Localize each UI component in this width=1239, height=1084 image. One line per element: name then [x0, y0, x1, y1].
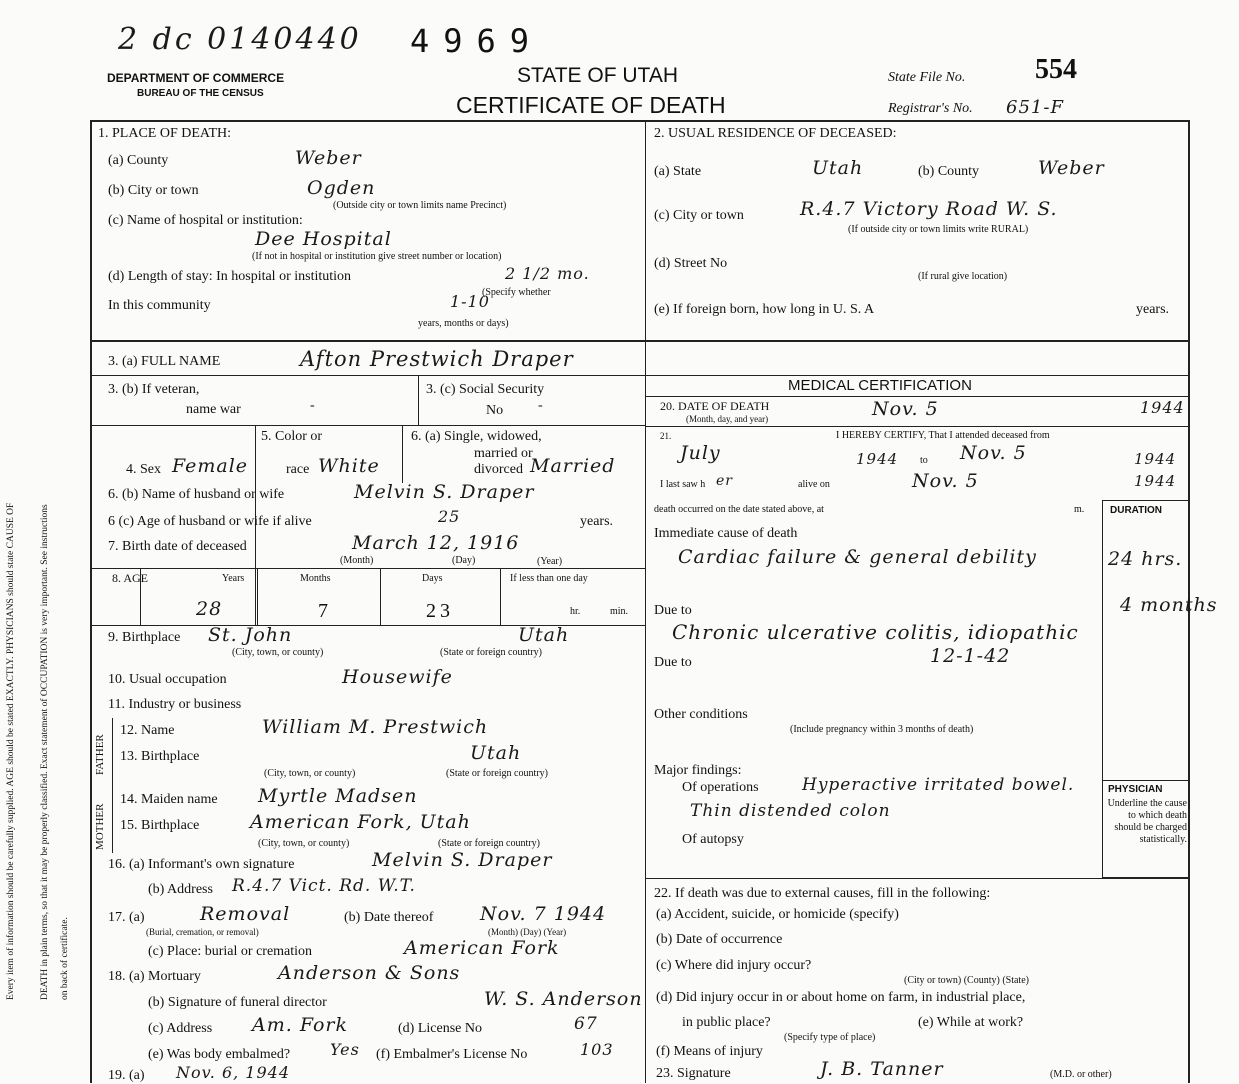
- s2-foreign-label: (e) If foreign born, how long in U. S. A: [654, 302, 875, 317]
- place-value: American Fork: [404, 937, 560, 959]
- mother-birth: American Fork, Utah: [250, 811, 471, 833]
- veteran-divider: [418, 375, 419, 425]
- registrar-label: Registrar's No.: [888, 101, 973, 116]
- spouse-label: 6. (b) Name of husband or wife: [108, 487, 285, 502]
- death-date-line: [645, 426, 1190, 427]
- address-value: R.4.7 Vict. Rd. W.T.: [232, 876, 416, 896]
- immediate-label: Immediate cause of death: [654, 526, 798, 541]
- s1-county: Weber: [295, 147, 362, 169]
- s1-city-label: (b) City or town: [108, 183, 199, 198]
- s23-signature-label: 23. Signature: [656, 1066, 731, 1081]
- director-signature: W. S. Anderson: [484, 988, 643, 1010]
- birthplace-city-note: (City, town, or county): [232, 647, 324, 658]
- divider-veteran: [90, 425, 645, 426]
- s2-city: R.4.7 Victory Road W. S.: [800, 198, 1058, 220]
- attended-from-year: 1944: [856, 450, 899, 468]
- physician-label: PHYSICIAN: [1108, 784, 1163, 795]
- other-conditions-note: (Include pregnancy within 3 months of death): [790, 724, 974, 735]
- s2-street-note: (If rural give location): [918, 271, 1008, 282]
- alive-on-year: 1944: [1134, 472, 1177, 490]
- mother-city-note: (City, town, or county): [258, 838, 350, 849]
- embalmer-label: (f) Embalmer's License No: [376, 1047, 528, 1062]
- age-div-3: [380, 568, 381, 625]
- autopsy-label: Of autopsy: [682, 832, 744, 847]
- embalmer-value: 103: [580, 1040, 614, 1059]
- s22-c-note: (City or town) (County) (State): [904, 975, 1029, 986]
- s3-full-name: Afton Prestwich Draper: [300, 347, 574, 371]
- registrar-number: 651-F: [1006, 97, 1064, 118]
- s2-city-label: (c) City or town: [654, 208, 744, 223]
- place-label: (c) Place: burial or cremation: [148, 944, 313, 959]
- margin-instruction-1: Every item of information should be carefully supplied. AGE should be stated EXACTLY. PHYSICIANS should state CAUSE OF: [6, 502, 16, 1000]
- s22-title: 22. If death was due to external causes, fill in the following:: [654, 886, 991, 901]
- license-label: (d) License No: [398, 1021, 482, 1036]
- physician-note: Underline the cause to which death should be charged statistically.: [1107, 798, 1187, 845]
- spouse-age-label: 6 (c) Age of husband or wife if alive: [108, 514, 312, 529]
- s3-war-label: name war: [186, 402, 241, 417]
- s1-hospital-label: (c) Name of hospital or institution:: [108, 213, 303, 228]
- bureau-label: BUREAU OF THE CENSUS: [137, 88, 264, 99]
- attended-to: Nov. 5: [960, 442, 1027, 464]
- spouse-age-value: 25: [438, 507, 461, 526]
- department-label: DEPARTMENT OF COMMERCE: [107, 71, 285, 85]
- other-conditions-label: Other conditions: [654, 707, 748, 722]
- maiden-label: 14. Maiden name: [120, 792, 218, 807]
- s22-b: (b) Date of occurrence: [656, 932, 783, 947]
- duration-top: [1102, 500, 1190, 501]
- file-stamp: 2 dc 0140440: [118, 22, 362, 57]
- due-to-2-label: Due to: [654, 655, 692, 670]
- age-hr: hr.: [570, 606, 581, 617]
- removal-value: Removal: [200, 903, 291, 925]
- medical-title: MEDICAL CERTIFICATION: [788, 377, 972, 394]
- row19-label: 19. (a): [108, 1068, 145, 1083]
- birthplace-state: Utah: [518, 624, 570, 646]
- mother-label: MOTHER: [94, 803, 106, 850]
- s2-county-label: (b) County: [918, 164, 980, 179]
- death-year: 1944: [1140, 398, 1185, 417]
- race-label: race: [286, 462, 310, 477]
- s22-a: (a) Accident, suicide, or homicide (specify): [656, 907, 899, 922]
- removal-date: Nov. 7 1944: [480, 903, 607, 925]
- duration-label: DURATION: [1110, 505, 1163, 516]
- removal-note: (Burial, cremation, or removal): [146, 927, 259, 937]
- s1-community-label: In this community: [108, 298, 211, 313]
- informant-signature: Melvin S. Draper: [372, 849, 553, 871]
- immediate-duration: 24 hrs.: [1108, 548, 1183, 570]
- s3-ss-value: -: [538, 398, 543, 413]
- removal-date-note: (Month) (Day) (Year): [488, 927, 567, 937]
- last-saw-value: er: [716, 473, 733, 489]
- divider-top: [90, 340, 1190, 342]
- death-date-note: (Month, day, and year): [686, 414, 769, 424]
- s3-name-label: 3. (a) FULL NAME: [108, 354, 221, 369]
- removal-date-label: (b) Date thereof: [344, 910, 434, 925]
- occurred-m: m.: [1074, 504, 1085, 515]
- age-div-2: [257, 568, 258, 625]
- father-label: FATHER: [94, 734, 106, 775]
- attended-to-label: to: [920, 455, 928, 466]
- medical-title-line: [645, 396, 1190, 397]
- birth-label: 7. Birth date of deceased: [108, 539, 247, 554]
- s22-c: (c) Where did injury occur?: [656, 958, 812, 973]
- s23-signature: J. B. Tanner: [820, 1058, 944, 1080]
- s1-stay-label: (d) Length of stay: In hospital or institution: [108, 269, 352, 284]
- s22-f: (f) Means of injury: [656, 1044, 763, 1059]
- row19-value: Nov. 6, 1944: [176, 1063, 291, 1082]
- father-name: William M. Prestwich: [262, 716, 489, 738]
- s22-e: (e) While at work?: [918, 1015, 1024, 1030]
- s22-d2: in public place?: [682, 1015, 771, 1030]
- file-number: 4969: [410, 22, 544, 60]
- spouse-value: Melvin S. Draper: [354, 481, 535, 503]
- state-file-number: 554: [1035, 54, 1077, 85]
- s1-ymd-note: years, months or days): [418, 318, 509, 329]
- s3-veteran-value: -: [310, 398, 315, 413]
- divider-personal: [90, 568, 645, 569]
- operations-value: Hyperactive irritated bowel. Thin distended colon: [690, 775, 1075, 821]
- age-months-label: Months: [300, 573, 331, 584]
- death-date-label: 20. DATE OF DEATH: [660, 399, 770, 413]
- s2-title: 2. USUAL RESIDENCE OF DECEASED:: [654, 126, 897, 141]
- father-name-label: 12. Name: [120, 723, 175, 738]
- color-label: 5. Color or: [261, 429, 323, 444]
- industry-label: 11. Industry or business: [108, 697, 242, 712]
- embalmed-label: (e) Was body embalmed?: [148, 1047, 291, 1062]
- birthplace-city: St. John: [208, 624, 293, 646]
- alive-on: Nov. 5: [912, 470, 979, 492]
- embalmed-value: Yes: [330, 1040, 360, 1059]
- s2-city-note: (If outside city or town limits write RURAL): [848, 224, 1029, 235]
- mortuary-address-label: (c) Address: [148, 1021, 213, 1036]
- occupation-value: Housewife: [342, 666, 453, 688]
- death-date: Nov. 5: [872, 398, 939, 420]
- certify-label: I HEREBY CERTIFY, That I attended deceased from: [836, 430, 1050, 441]
- s23-md: (M.D. or other): [1050, 1069, 1112, 1080]
- age-label: 8. AGE: [112, 571, 148, 585]
- operations-label: Of operations: [682, 780, 759, 795]
- sex-value: Female: [172, 455, 249, 477]
- birth-month-note: (Month): [340, 555, 374, 566]
- address-label: (b) Address: [148, 882, 213, 897]
- margin-instruction-2: DEATH in plain terms, so that it may be properly classified. Exact statement of OCCUPATION is very important. See instructions: [40, 504, 50, 1000]
- last-saw-label: I last saw h: [660, 479, 706, 490]
- due-to-1-label: Due to: [654, 603, 692, 618]
- removal-label: 17. (a): [108, 910, 145, 925]
- s1-hospital: Dee Hospital: [255, 228, 392, 250]
- married-or-label: married or: [474, 446, 533, 461]
- race-value: White: [318, 455, 380, 477]
- s1-county-label: (a) County: [108, 153, 169, 168]
- s1-specify-note: (Specify whether: [482, 287, 551, 298]
- father-birth: Utah: [470, 742, 522, 764]
- age-years-label: Years: [222, 573, 245, 584]
- birthplace-label: 9. Birthplace: [108, 630, 181, 645]
- age-years: 28: [196, 598, 223, 620]
- mortuary-value: Anderson & Sons: [278, 962, 461, 984]
- parents-bracket: [112, 718, 113, 853]
- s1-stay: 2 1/2 mo.: [505, 264, 590, 283]
- mother-birth-label: 15. Birthplace: [120, 818, 200, 833]
- s2-state-label: (a) State: [654, 164, 702, 179]
- sex-label: 4. Sex: [126, 462, 161, 477]
- mortuary-label: 18. (a) Mortuary: [108, 969, 201, 984]
- state-file-label: State File No.: [888, 70, 966, 85]
- divorced-label: divorced: [474, 462, 523, 477]
- divider-name: [90, 375, 645, 376]
- immediate-cause: Cardiac failure & general debility: [678, 546, 1037, 568]
- age-months: 7: [318, 600, 328, 622]
- director-label: (b) Signature of funeral director: [148, 995, 327, 1010]
- informant-label: 16. (a) Informant's own signature: [108, 857, 295, 872]
- father-city-note: (City, town, or county): [264, 768, 356, 779]
- age-days: 23: [426, 600, 454, 622]
- margin-instruction-3: on back of certificate.: [60, 917, 70, 1000]
- mortuary-address: Am. Fork: [252, 1014, 348, 1036]
- certificate-title: CERTIFICATE OF DEATH: [456, 92, 726, 118]
- age-min: min.: [610, 606, 629, 617]
- state-title: STATE OF UTAH: [517, 64, 678, 87]
- occupation-label: 10. Usual occupation: [108, 672, 227, 687]
- due-to-1: Chronic ulcerative colitis, idiopathic: [672, 620, 1079, 644]
- marital-label: 6. (a) Single, widowed,: [411, 429, 542, 444]
- birthplace-state-note: (State or foreign country): [440, 647, 542, 658]
- father-birth-label: 13. Birthplace: [120, 749, 200, 764]
- marital-divider: [402, 425, 403, 483]
- divider-medical: [645, 375, 1190, 376]
- birth-day-note: (Day): [452, 555, 476, 566]
- s2-state: Utah: [812, 157, 864, 179]
- spouse-age-years: years.: [580, 514, 614, 529]
- alive-on-label: alive on: [798, 479, 830, 490]
- birth-value: March 12, 1916: [352, 532, 520, 554]
- occurred-label: death occurred on the date stated above, at: [654, 504, 824, 515]
- major-findings-label: Major findings:: [654, 763, 742, 778]
- age-days-label: Days: [422, 573, 443, 584]
- row21-label: 21.: [660, 431, 672, 441]
- maiden-value: Myrtle Madsen: [258, 785, 418, 807]
- father-state-note: (State or foreign country): [446, 768, 548, 779]
- s3-ss-no-label: No: [486, 403, 504, 418]
- s3-veteran-label: 3. (b) If veteran,: [108, 382, 200, 397]
- attended-to-year: 1944: [1134, 450, 1177, 468]
- s2-county: Weber: [1038, 157, 1105, 179]
- marital-value: Married: [530, 455, 616, 477]
- s2-years: years.: [1136, 302, 1170, 317]
- s1-city-note: (Outside city or town limits name Precinct): [333, 200, 507, 211]
- divider-external: [645, 878, 1190, 879]
- s22-d: (d) Did injury occur in or about home on farm, in industrial place,: [656, 990, 1026, 1005]
- due-to-2: 12-1-42: [930, 645, 1011, 667]
- birth-year-note: (Year): [537, 556, 563, 567]
- age-less-label: If less than one day: [510, 573, 588, 584]
- s22-d-note: (Specify type of place): [784, 1032, 876, 1043]
- s1-title: 1. PLACE OF DEATH:: [98, 126, 232, 141]
- s1-city: Ogden: [307, 177, 376, 199]
- column-divider: [645, 120, 646, 1083]
- license-value: 67: [574, 1014, 598, 1034]
- attended-from: July: [680, 442, 721, 464]
- s1-community: 1-10: [450, 292, 490, 311]
- mother-state-note: (State or foreign country): [438, 838, 540, 849]
- due-to-1-duration: 4 months: [1120, 594, 1218, 616]
- s2-street-label: (d) Street No: [654, 256, 728, 271]
- s3-ss-label: 3. (c) Social Security: [426, 382, 545, 397]
- age-div-4: [500, 568, 501, 625]
- s1-hospital-note: (If not in hospital or institution give street number or location): [252, 251, 502, 262]
